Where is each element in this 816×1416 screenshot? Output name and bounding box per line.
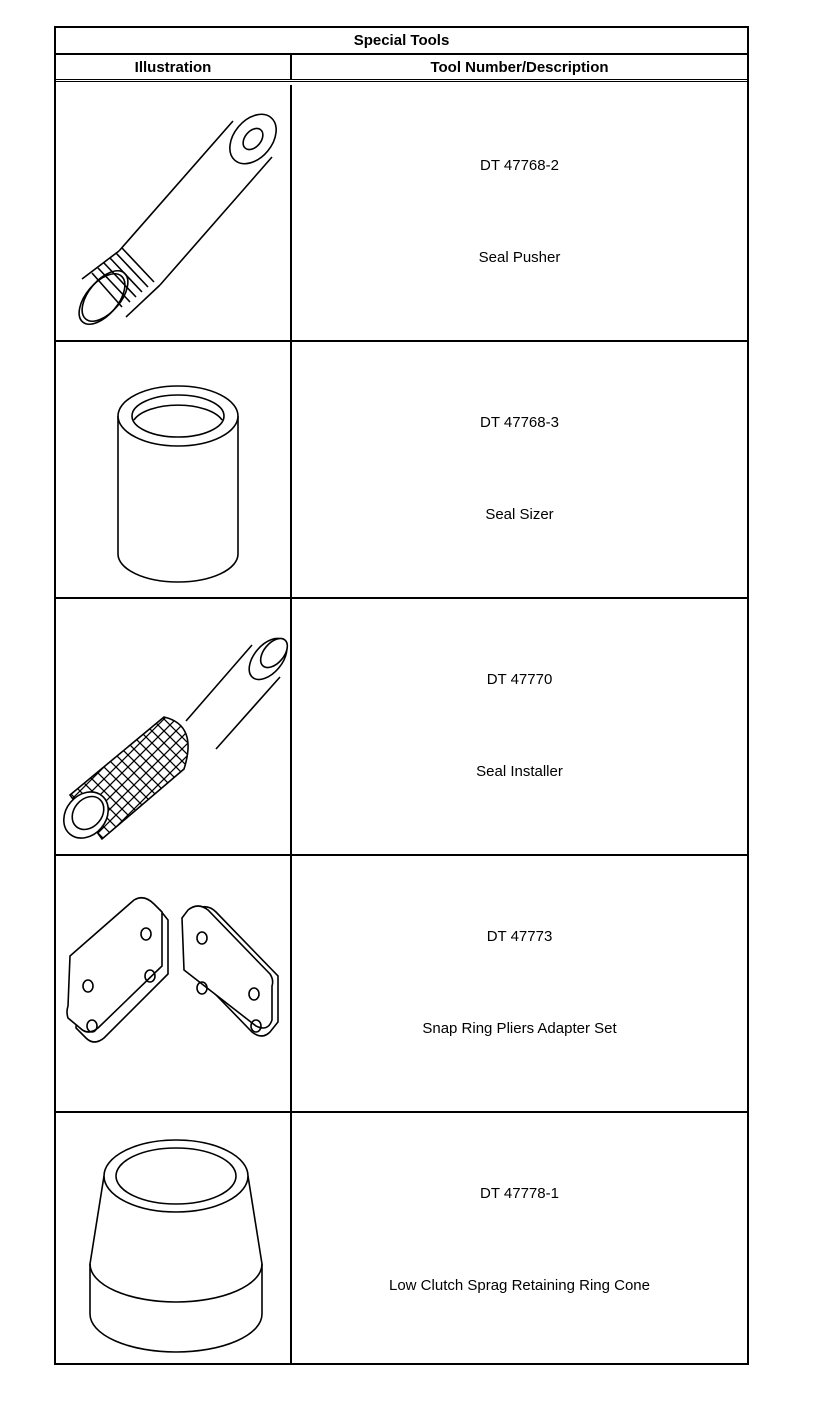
- table-header-row: [56, 55, 747, 82]
- tool-description: Seal Installer: [476, 763, 563, 780]
- tool-description: Seal Sizer: [485, 506, 554, 523]
- tool-number: DT 47768-3: [480, 414, 559, 431]
- tool-description: Seal Pusher: [478, 249, 561, 266]
- column-header-tool-number: Tool Number/Description: [430, 58, 609, 76]
- table-row: [56, 599, 747, 856]
- illustration-cell: [56, 856, 292, 1111]
- description-cell: [292, 85, 747, 340]
- special-tools-table: [54, 26, 749, 1365]
- retaining-ring-cone-icon: [56, 1113, 290, 1365]
- tool-number: DT 47778-1: [480, 1185, 559, 1202]
- description-cell: [292, 856, 747, 1111]
- seal-installer-icon: [56, 599, 290, 854]
- illustration-cell: [56, 85, 292, 340]
- seal-pusher-icon: [56, 85, 290, 340]
- table-row: [56, 85, 747, 342]
- seal-sizer-icon: [56, 342, 290, 597]
- tool-description: Low Clutch Sprag Retaining Ring Cone: [389, 1277, 650, 1294]
- tool-number: DT 47768-2: [480, 157, 559, 174]
- tool-number: DT 47773: [486, 928, 553, 945]
- description-cell: [292, 1113, 747, 1365]
- table-title: Special Tools: [56, 28, 747, 55]
- illustration-cell: [56, 342, 292, 597]
- illustration-cell: [56, 599, 292, 854]
- description-cell: [292, 599, 747, 854]
- column-header-illustration: Illustration: [56, 55, 292, 79]
- snap-ring-pliers-adapter-set-icon: [56, 856, 290, 1111]
- description-cell: [292, 342, 747, 597]
- illustration-cell: [56, 1113, 292, 1365]
- table-row: [56, 856, 747, 1113]
- tool-description: Snap Ring Pliers Adapter Set: [422, 1020, 617, 1037]
- table-row: [56, 1113, 747, 1365]
- tool-number: DT 47770: [486, 671, 553, 688]
- table-row: [56, 342, 747, 599]
